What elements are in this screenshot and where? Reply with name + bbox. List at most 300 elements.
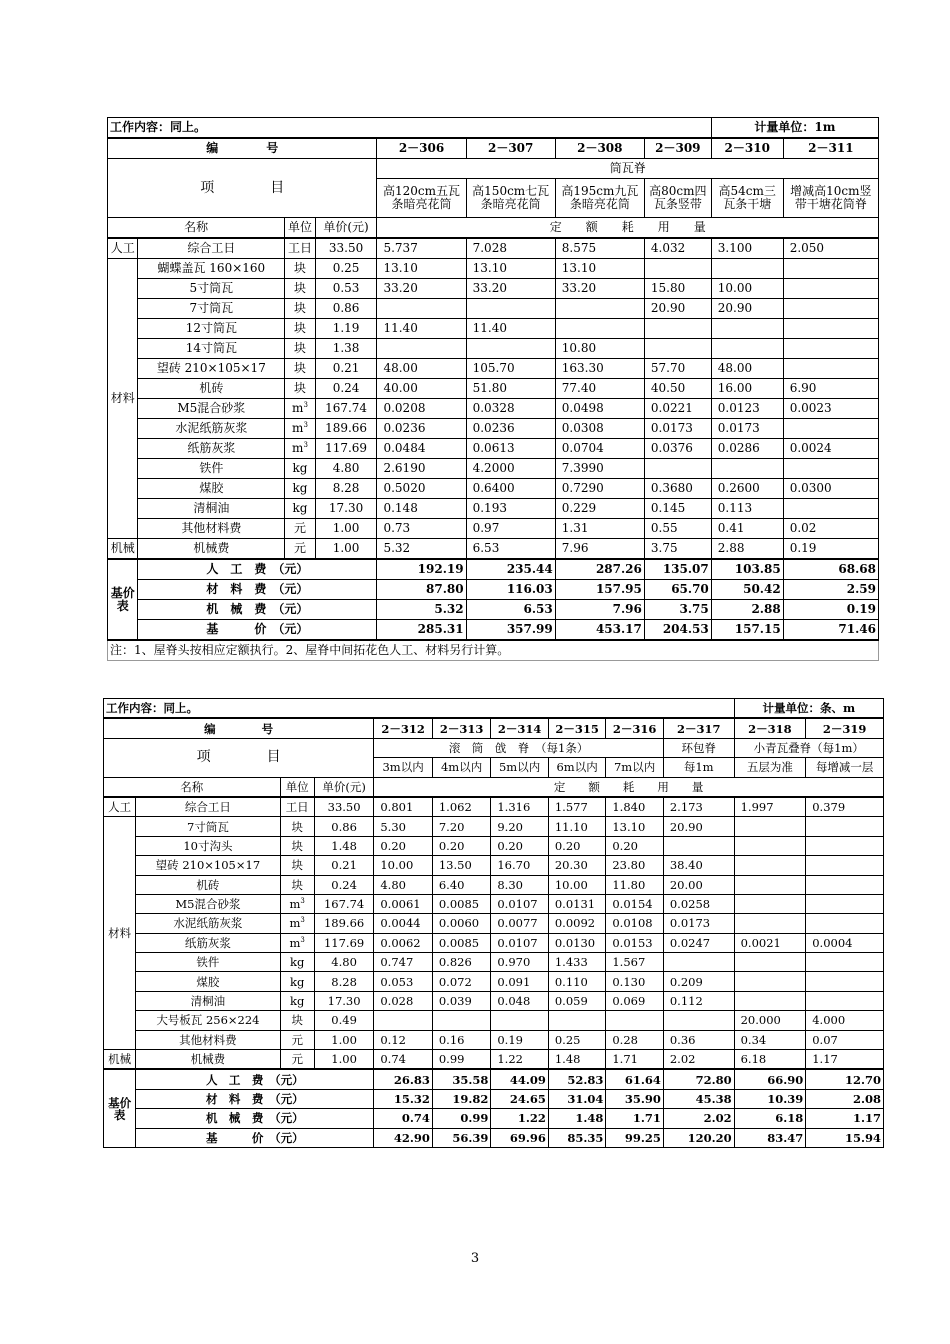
table-row <box>104 1011 884 1030</box>
quota-value <box>663 953 734 972</box>
item-unit: 块 <box>285 359 315 379</box>
item-unit: 块 <box>285 279 315 299</box>
item-name: 水泥纸筋灰浆 <box>138 419 285 439</box>
item-unit: 元 <box>285 519 315 539</box>
quota-value: 0.970 <box>491 953 549 972</box>
group-label: 滚 筒 戗 脊 （每1条） <box>374 738 664 757</box>
item-name: 望砖 210×105×17 <box>136 856 280 875</box>
group-label: 环包脊 <box>663 738 734 757</box>
table-row <box>104 953 884 972</box>
item-header: 5m以内 <box>491 758 549 777</box>
quota-value: 0.193 <box>466 499 555 519</box>
quota-value <box>806 817 884 836</box>
quota-value: 0.091 <box>491 972 549 991</box>
item-unit: 元 <box>280 1050 314 1070</box>
quota-value <box>783 419 878 439</box>
quota-value <box>555 299 644 319</box>
quota-value: 1.31 <box>555 519 644 539</box>
quota-value: 0.0236 <box>466 419 555 439</box>
quota-value: 0.19 <box>783 539 878 560</box>
quota-value: 13.50 <box>432 856 491 875</box>
item-price: 167.74 <box>314 894 374 913</box>
group-label: 筒瓦脊 <box>377 159 879 179</box>
quota-value: 0.072 <box>432 972 491 991</box>
base-value: 0.74 <box>374 1109 433 1128</box>
quota-value: 13.10 <box>377 259 466 279</box>
table-row <box>108 319 879 339</box>
quota-value: 20.90 <box>711 299 783 319</box>
quota-value: 1.997 <box>734 797 806 817</box>
col-unit-header: 单位 <box>285 218 315 239</box>
base-value: 157.95 <box>555 580 644 600</box>
base-value: 135.07 <box>644 559 711 580</box>
item-name: 机砖 <box>138 379 285 399</box>
unit-exponent: 3 <box>303 401 308 410</box>
item-price: 0.21 <box>314 856 374 875</box>
base-value: 1.22 <box>491 1109 549 1128</box>
quota-value: 13.10 <box>466 259 555 279</box>
quota-value: 0.16 <box>432 1030 491 1049</box>
base-row <box>108 580 879 600</box>
item-name: 铁件 <box>138 459 285 479</box>
quota-value: 20.00 <box>663 875 734 894</box>
base-value: 71.46 <box>783 620 878 641</box>
quota-value: 0.0286 <box>711 439 783 459</box>
item-header: 7m以内 <box>606 758 664 777</box>
item-name: 5寸筒瓦 <box>138 279 285 299</box>
quota-value: 0.2600 <box>711 479 783 499</box>
quota-value: 0.0077 <box>491 914 549 933</box>
quota-value <box>377 299 466 319</box>
quota-value <box>711 259 783 279</box>
code-cell: 2－316 <box>606 718 664 738</box>
quota-value: 0.0061 <box>374 894 433 913</box>
code-cell: 2－308 <box>555 138 644 159</box>
item-header: 4m以内 <box>432 758 491 777</box>
quota-value: 0.12 <box>374 1030 433 1049</box>
item-name: 水泥纸筋灰浆 <box>136 914 280 933</box>
quota-value <box>734 991 806 1010</box>
base-value: 69.96 <box>491 1128 549 1147</box>
quota-value: 0.20 <box>432 836 491 855</box>
quota-table-1 <box>107 117 879 661</box>
table-row <box>108 279 879 299</box>
quota-value: 4.000 <box>806 1011 884 1030</box>
item-unit <box>285 439 315 459</box>
title-row <box>108 118 879 139</box>
col-name-header: 名称 <box>104 777 281 797</box>
base-value: 87.80 <box>377 580 466 600</box>
base-label: 人 工 费 （元） <box>138 559 377 580</box>
unit-m: m <box>289 897 301 912</box>
quota-value: 20.30 <box>548 856 606 875</box>
quota-value: 6.53 <box>466 539 555 560</box>
category-material: 材料 <box>104 817 136 1050</box>
quota-value: 1.316 <box>491 797 549 817</box>
quota-value <box>663 1011 734 1030</box>
item-unit <box>280 914 314 933</box>
quota-value: 0.36 <box>663 1030 734 1049</box>
quota-value: 11.10 <box>548 817 606 836</box>
quota-value: 11.80 <box>606 875 664 894</box>
base-value: 1.71 <box>606 1109 664 1128</box>
table-row <box>104 856 884 875</box>
quota-value: 8.575 <box>555 238 644 259</box>
table-row <box>104 797 884 817</box>
base-value: 24.65 <box>491 1089 549 1108</box>
quota-value <box>734 817 806 836</box>
quota-value: 0.0131 <box>548 894 606 913</box>
quota-value <box>548 1011 606 1030</box>
quota-value: 0.130 <box>606 972 664 991</box>
base-row <box>108 559 879 580</box>
code-cell: 2－311 <box>783 138 878 159</box>
code-cell: 2－319 <box>806 718 884 738</box>
quota-value: 33.20 <box>466 279 555 299</box>
item-unit: 工日 <box>280 797 314 817</box>
quota-value: 0.19 <box>491 1030 549 1049</box>
quota-value: 0.379 <box>806 797 884 817</box>
base-value: 61.64 <box>606 1069 664 1089</box>
quota-value <box>783 459 878 479</box>
quota-value: 6.18 <box>734 1050 806 1070</box>
quota-value <box>734 972 806 991</box>
table-row <box>104 817 884 836</box>
col-name-header: 名称 <box>108 218 285 239</box>
col-price-header: 单价(元) <box>315 218 377 239</box>
base-value: 50.42 <box>711 580 783 600</box>
quota-value: 0.053 <box>374 972 433 991</box>
quota-value <box>734 875 806 894</box>
table-row <box>104 894 884 913</box>
quota-value: 11.40 <box>466 319 555 339</box>
quota-value: 10.80 <box>555 339 644 359</box>
item-name: 机械费 <box>138 539 285 560</box>
category-labor: 人工 <box>104 797 136 817</box>
base-value: 5.32 <box>377 600 466 620</box>
item-unit: 块 <box>280 1011 314 1030</box>
quota-value <box>806 856 884 875</box>
item-header: 3m以内 <box>374 758 433 777</box>
item-price: 33.50 <box>315 238 377 259</box>
base-value: 287.26 <box>555 559 644 580</box>
quota-value: 2.88 <box>711 539 783 560</box>
item-price: 1.00 <box>315 539 377 560</box>
quota-value: 6.90 <box>783 379 878 399</box>
quota-value <box>783 499 878 519</box>
quota-value: 0.0484 <box>377 439 466 459</box>
quota-value <box>806 836 884 855</box>
quota-value <box>644 339 711 359</box>
base-value: 0.19 <box>783 600 878 620</box>
item-price: 1.00 <box>315 519 377 539</box>
unit-m: m <box>289 916 301 931</box>
quota-table-2 <box>103 698 884 1148</box>
quota-value: 48.00 <box>377 359 466 379</box>
quota-label: 定 额 耗 用 量 <box>377 218 879 239</box>
quota-value: 0.747 <box>374 953 433 972</box>
base-label: 机 械 费 （元） <box>138 600 377 620</box>
quota-value: 163.30 <box>555 359 644 379</box>
item-price: 1.00 <box>314 1050 374 1070</box>
table-row <box>108 339 879 359</box>
quota-value <box>711 459 783 479</box>
unit-exponent: 3 <box>300 897 305 906</box>
quota-value: 0.0004 <box>806 933 884 952</box>
quota-value: 0.20 <box>491 836 549 855</box>
quota-value <box>377 339 466 359</box>
quota-value: 0.28 <box>606 1030 664 1049</box>
code-row <box>108 138 879 159</box>
quota-value: 0.0023 <box>783 399 878 419</box>
base-label: 机 械 费 （元） <box>136 1109 374 1128</box>
quota-value: 40.00 <box>377 379 466 399</box>
base-value: 453.17 <box>555 620 644 641</box>
quota-label: 定 额 耗 用 量 <box>374 777 884 797</box>
quota-value: 0.0704 <box>555 439 644 459</box>
quota-value: 13.10 <box>606 817 664 836</box>
unit-label: 计量单位：1m <box>711 118 878 139</box>
item-price: 0.21 <box>315 359 377 379</box>
item-name: 综合工日 <box>138 238 285 259</box>
unit-exponent: 3 <box>303 421 308 430</box>
base-value: 2.88 <box>711 600 783 620</box>
quota-value: 0.0024 <box>783 439 878 459</box>
base-value: 1.17 <box>806 1109 884 1128</box>
page-number: 3 <box>470 1251 480 1266</box>
base-value: 56.39 <box>432 1128 491 1147</box>
quota-value: 5.32 <box>377 539 466 560</box>
quota-value: 77.40 <box>555 379 644 399</box>
item-label: 项 目 <box>104 738 374 777</box>
item-price: 189.66 <box>314 914 374 933</box>
item-price: 0.24 <box>314 875 374 894</box>
item-unit: kg <box>280 991 314 1010</box>
item-price: 1.38 <box>315 339 377 359</box>
unit-exponent: 3 <box>300 916 305 925</box>
item-name: 纸筋灰浆 <box>138 439 285 459</box>
base-value: 99.25 <box>606 1128 664 1147</box>
quota-value: 0.0308 <box>555 419 644 439</box>
quota-value: 0.6400 <box>466 479 555 499</box>
item-price: 1.19 <box>315 319 377 339</box>
table-row <box>108 439 879 459</box>
base-row <box>104 1089 884 1108</box>
item-name: 10寸沟头 <box>136 836 280 855</box>
table-row <box>104 972 884 991</box>
base-value: 7.96 <box>555 600 644 620</box>
base-value: 192.19 <box>377 559 466 580</box>
quota-value: 0.07 <box>806 1030 884 1049</box>
base-value: 235.44 <box>466 559 555 580</box>
quota-value: 7.20 <box>432 817 491 836</box>
base-value: 285.31 <box>377 620 466 641</box>
column-header-row <box>108 218 879 239</box>
quota-value: 15.80 <box>644 279 711 299</box>
item-unit: 块 <box>280 836 314 855</box>
item-label: 项 目 <box>108 159 377 218</box>
quota-value: 5.30 <box>374 817 433 836</box>
base-value: 26.83 <box>374 1069 433 1089</box>
base-label: 材 料 费 （元） <box>138 580 377 600</box>
quota-value: 0.73 <box>377 519 466 539</box>
quota-value <box>734 856 806 875</box>
item-price: 17.30 <box>314 991 374 1010</box>
quota-value: 0.059 <box>548 991 606 1010</box>
base-label: 材 料 费 （元） <box>136 1089 374 1108</box>
item-unit: kg <box>285 459 315 479</box>
quota-value: 48.00 <box>711 359 783 379</box>
item-name: 煤胶 <box>138 479 285 499</box>
quota-value: 0.99 <box>432 1050 491 1070</box>
unit-m: m <box>289 935 301 950</box>
quota-value: 2.173 <box>663 797 734 817</box>
quota-value: 1.22 <box>491 1050 549 1070</box>
item-unit: kg <box>280 953 314 972</box>
item-unit: 块 <box>280 875 314 894</box>
item-name: 12寸筒瓦 <box>138 319 285 339</box>
base-row <box>104 1069 884 1089</box>
quota-value <box>644 259 711 279</box>
quota-value: 0.0300 <box>783 479 878 499</box>
quota-value: 0.0107 <box>491 933 549 952</box>
code-cell: 2－315 <box>548 718 606 738</box>
quota-value: 4.2000 <box>466 459 555 479</box>
base-value: 72.80 <box>663 1069 734 1089</box>
quota-value: 4.80 <box>374 875 433 894</box>
quota-value: 57.70 <box>644 359 711 379</box>
item-name: 其他材料费 <box>136 1030 280 1049</box>
item-unit: 元 <box>285 539 315 560</box>
quota-value: 2.02 <box>663 1050 734 1070</box>
quota-value: 0.0153 <box>606 933 664 952</box>
quota-value: 0.0130 <box>548 933 606 952</box>
code-row <box>104 718 884 738</box>
item-unit: 块 <box>285 339 315 359</box>
base-label: 基 价 （元） <box>136 1128 374 1147</box>
base-value: 2.59 <box>783 580 878 600</box>
base-value: 66.90 <box>734 1069 806 1089</box>
quota-value: 0.0613 <box>466 439 555 459</box>
quota-value: 0.74 <box>374 1050 433 1070</box>
quota-value: 0.41 <box>711 519 783 539</box>
quota-value: 2.050 <box>783 238 878 259</box>
quota-value <box>432 1011 491 1030</box>
base-value: 1.48 <box>548 1109 606 1128</box>
quota-value <box>783 299 878 319</box>
quota-value: 0.0221 <box>644 399 711 419</box>
quota-value: 0.0376 <box>644 439 711 459</box>
title-row <box>104 699 884 719</box>
quota-value: 13.10 <box>555 259 644 279</box>
item-name: 机械费 <box>136 1050 280 1070</box>
quota-value: 0.34 <box>734 1030 806 1049</box>
quota-value <box>806 894 884 913</box>
quota-value <box>734 914 806 933</box>
code-cell: 2－313 <box>432 718 491 738</box>
quota-value: 0.0123 <box>711 399 783 419</box>
quota-value <box>806 875 884 894</box>
item-name: 其他材料费 <box>138 519 285 539</box>
base-value: 2.08 <box>806 1089 884 1108</box>
quota-value: 0.0173 <box>711 419 783 439</box>
base-value: 44.09 <box>491 1069 549 1089</box>
item-name: M5混合砂浆 <box>138 399 285 419</box>
item-name: 铁件 <box>136 953 280 972</box>
quota-value: 4.032 <box>644 238 711 259</box>
code-cell: 2－307 <box>466 138 555 159</box>
base-value: 157.15 <box>711 620 783 641</box>
quota-value: 0.0258 <box>663 894 734 913</box>
base-row <box>108 620 879 641</box>
quota-value: 7.3990 <box>555 459 644 479</box>
item-unit: 块 <box>285 259 315 279</box>
table1-body <box>108 118 879 661</box>
category-base: 基价表 <box>108 559 138 640</box>
quota-value: 33.20 <box>377 279 466 299</box>
item-name: 综合工日 <box>136 797 280 817</box>
quota-value: 0.20 <box>606 836 664 855</box>
quota-value: 0.229 <box>555 499 644 519</box>
quota-value: 0.113 <box>711 499 783 519</box>
item-name: 14寸筒瓦 <box>138 339 285 359</box>
quota-value: 0.0044 <box>374 914 433 933</box>
quota-value: 1.17 <box>806 1050 884 1070</box>
quota-value: 0.110 <box>548 972 606 991</box>
quota-value: 0.97 <box>466 519 555 539</box>
item-unit: 块 <box>280 817 314 836</box>
item-name: 7寸筒瓦 <box>136 817 280 836</box>
quota-value: 0.028 <box>374 991 433 1010</box>
category-machine: 机械 <box>104 1050 136 1070</box>
item-unit: 工日 <box>285 238 315 259</box>
quota-value: 51.80 <box>466 379 555 399</box>
quota-value <box>466 299 555 319</box>
base-value: 83.47 <box>734 1128 806 1147</box>
base-label: 人 工 费 （元） <box>136 1069 374 1089</box>
item-name: 7寸筒瓦 <box>138 299 285 319</box>
quota-value: 0.826 <box>432 953 491 972</box>
quota-value <box>663 836 734 855</box>
code-cell: 2－318 <box>734 718 806 738</box>
table-row <box>104 1050 884 1070</box>
item-header: 6m以内 <box>548 758 606 777</box>
item-price: 1.48 <box>314 836 374 855</box>
quota-value: 0.0328 <box>466 399 555 419</box>
quota-value <box>806 914 884 933</box>
quota-value: 0.0085 <box>432 894 491 913</box>
quota-value: 20.90 <box>644 299 711 319</box>
quota-value: 0.7290 <box>555 479 644 499</box>
table-row <box>104 991 884 1010</box>
table-row <box>108 539 879 560</box>
base-value: 357.99 <box>466 620 555 641</box>
base-value: 68.68 <box>783 559 878 580</box>
quota-value: 0.5020 <box>377 479 466 499</box>
item-unit: kg <box>280 972 314 991</box>
quota-value: 0.0060 <box>432 914 491 933</box>
table-row <box>108 479 879 499</box>
item-unit <box>285 419 315 439</box>
unit-m: m <box>292 421 304 436</box>
note-row <box>108 640 879 661</box>
quota-value: 1.577 <box>548 797 606 817</box>
item-price: 0.49 <box>314 1011 374 1030</box>
quota-value: 0.0108 <box>606 914 664 933</box>
quota-value <box>644 319 711 339</box>
quota-value: 0.20 <box>548 836 606 855</box>
quota-value: 7.96 <box>555 539 644 560</box>
